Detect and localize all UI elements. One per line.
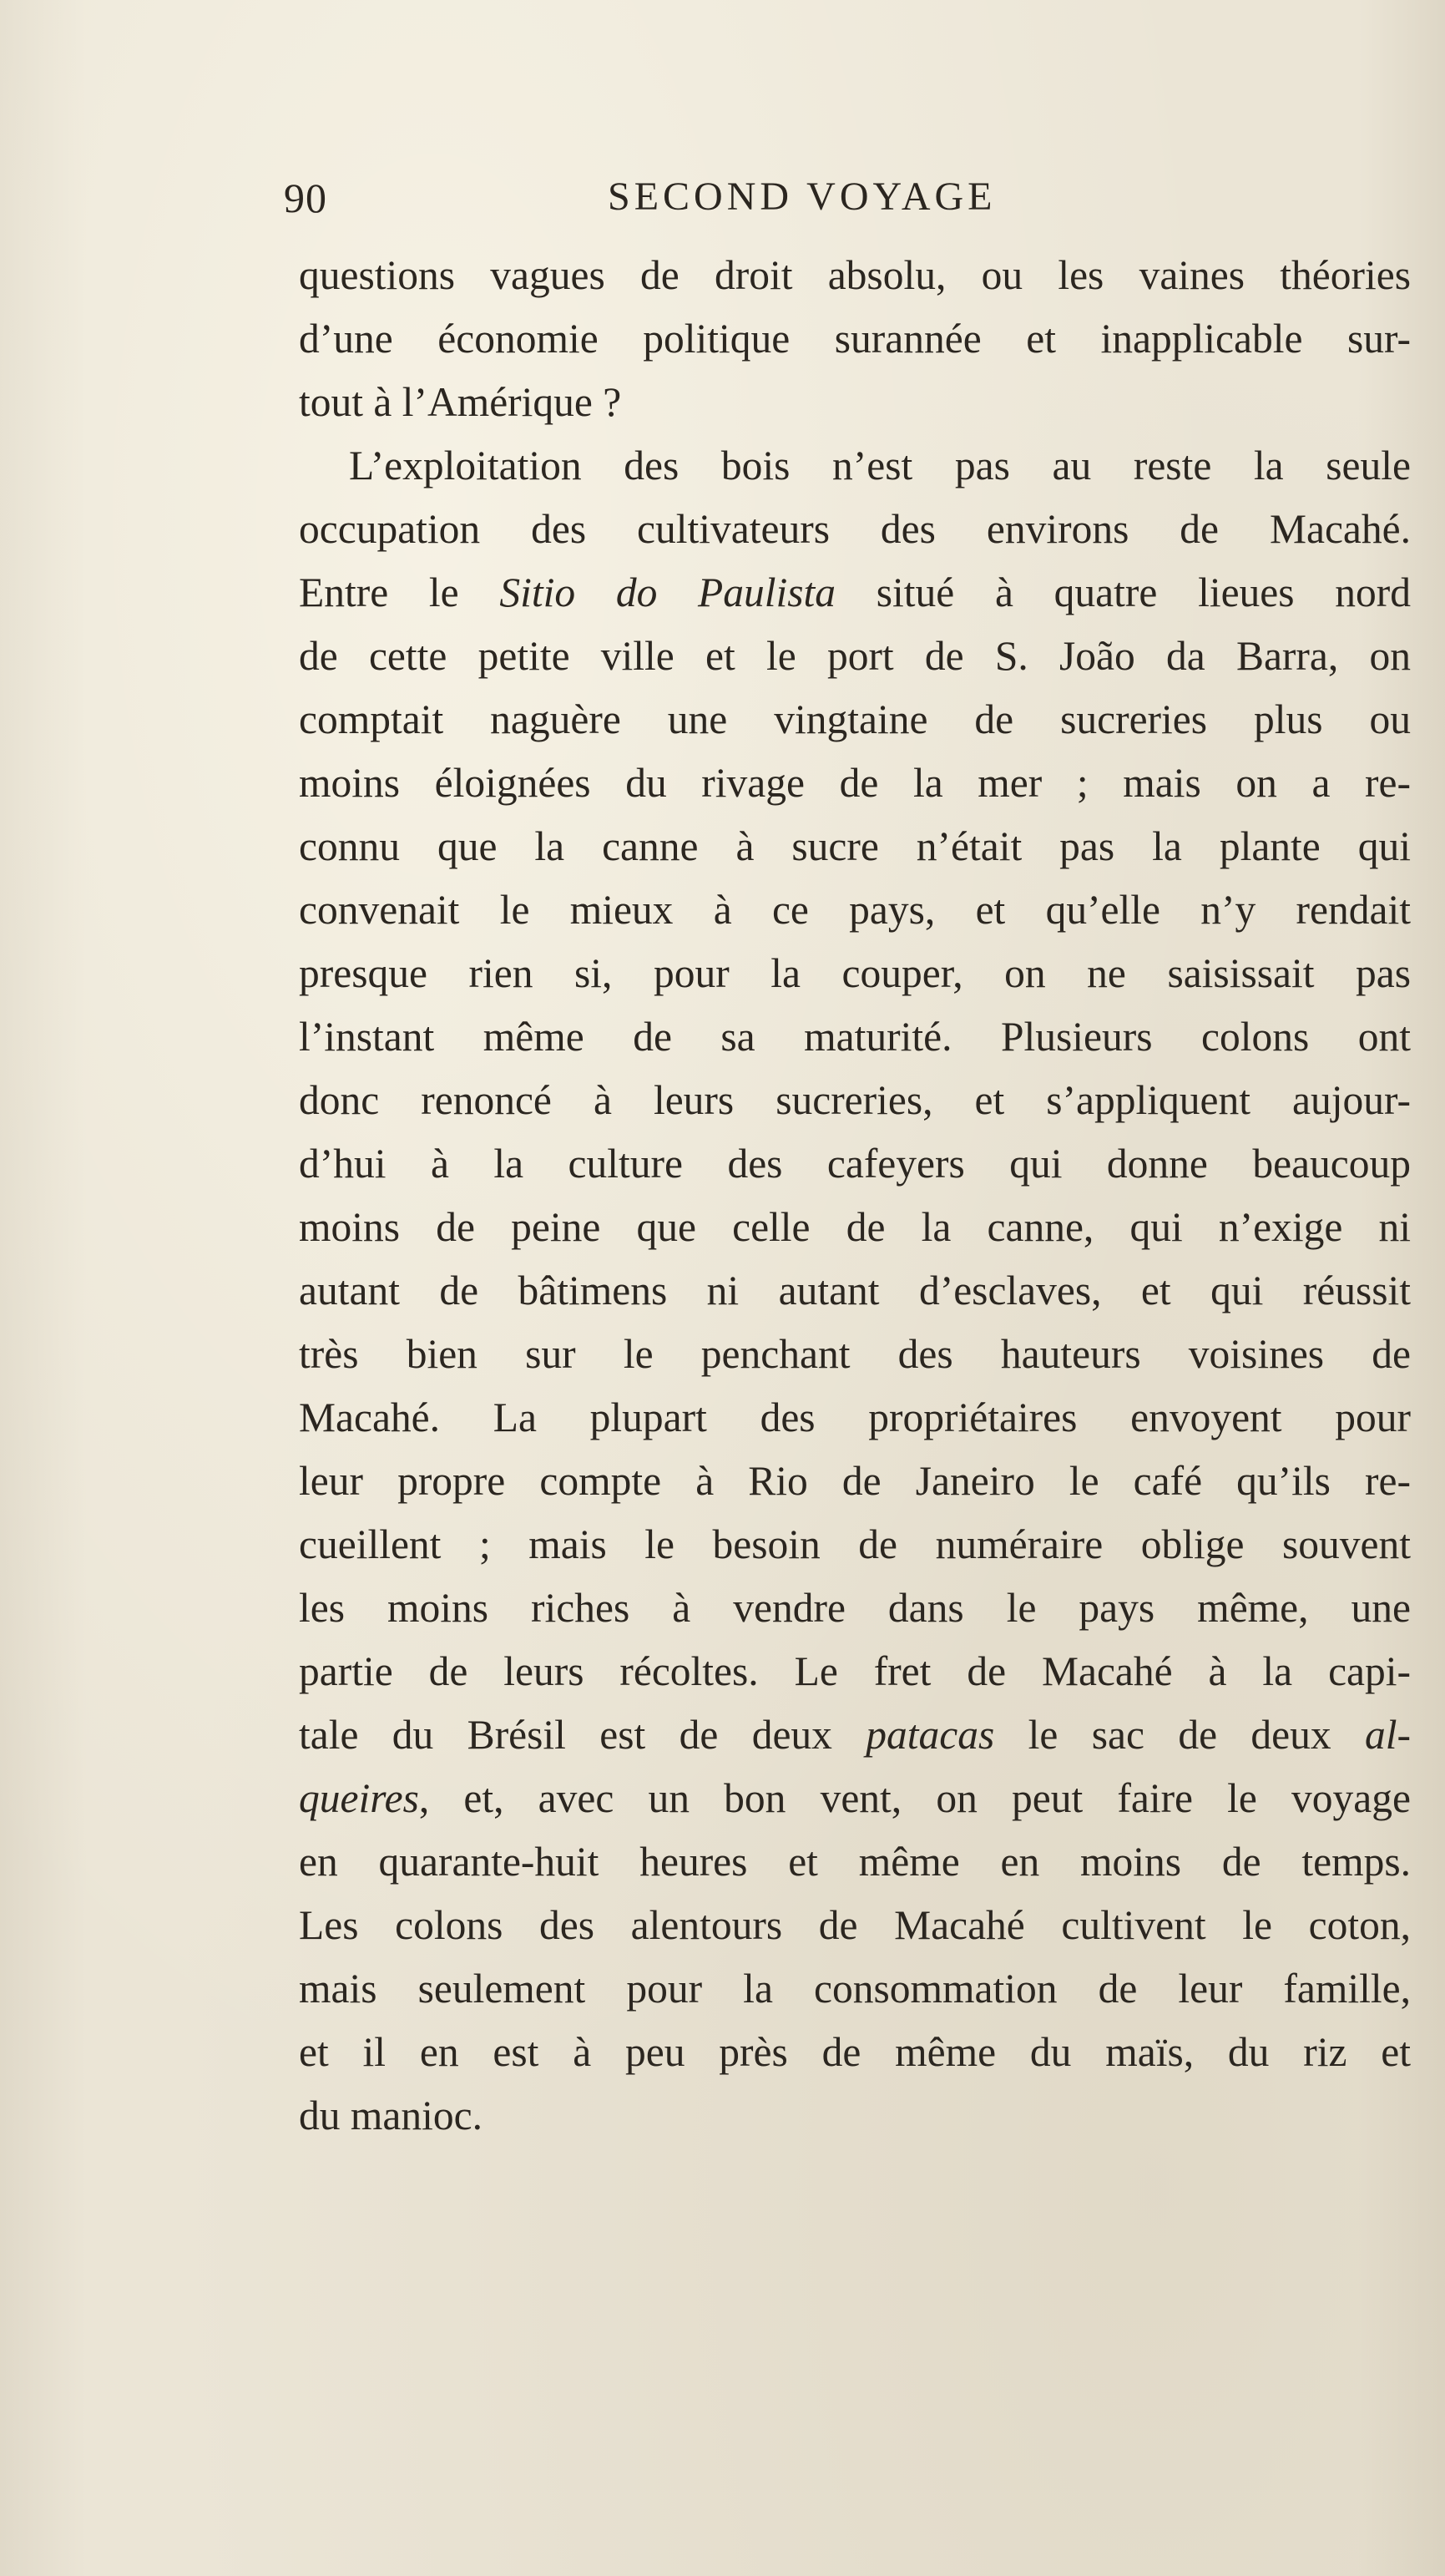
italic-place-name: Sitio do Paulista [499, 569, 836, 615]
text-line: tout à l’Amérique ? [299, 379, 622, 425]
text-line: Les colons des alentours de Macahé cultivent le coton, [299, 1902, 1411, 1948]
body-text [299, 244, 1411, 2148]
text-line: très bien sur le penchant des hauteurs voisines de [299, 1331, 1411, 1377]
text-line: moins de peine que celle de la canne, qui n’exige ni [299, 1204, 1411, 1250]
text-line: de cette petite ville et le port de S. João da Barra, on [299, 633, 1411, 679]
text-line: queires, et, avec un bon vent, on peut faire le voyage [299, 1775, 1411, 1821]
italic-unit-start: al- [1364, 1712, 1411, 1758]
text-line: moins éloignées du rivage de la mer ; mais on a re- [299, 760, 1411, 806]
text-line: donc renoncé à leurs sucreries, et s’appliquent aujour- [299, 1077, 1411, 1123]
text-line: Macahé. La plupart des propriétaires envoyent pour [299, 1394, 1411, 1440]
page-header [284, 174, 1119, 232]
italic-unit-end: queires [299, 1775, 419, 1821]
text-line: en quarante-huit heures et même en moins de temps. [299, 1839, 1411, 1885]
page-number: 90 [284, 175, 327, 221]
text-line: Entre le Sitio do Paulista situé à quatre lieues nord [299, 569, 1411, 615]
text-line: comptait naguère une vingtaine de sucreries plus ou [299, 696, 1411, 742]
text-line: questions vagues de droit absolu, ou les vaines théories [299, 252, 1411, 298]
text-line: connu que la canne à sucre n’était pas la plante qui [299, 823, 1411, 869]
text-line: autant de bâtimens ni autant d’esclaves, et qui réussit [299, 1268, 1411, 1313]
text-line: l’instant même de sa maturité. Plusieurs colons ont [299, 1014, 1411, 1060]
text-line: leur propre compte à Rio de Janeiro le café qu’ils re- [299, 1458, 1411, 1504]
text-line: les moins riches à vendre dans le pays même, une [299, 1585, 1411, 1631]
text-line: occupation des cultivateurs des environs de Macahé. [299, 506, 1411, 552]
running-head: SECOND VOYAGE [608, 175, 997, 219]
text-line: d’hui à la culture des cafeyers qui donne beaucoup [299, 1141, 1411, 1187]
text-line: mais seulement pour la consommation de leur famille, [299, 1966, 1411, 2012]
text-line: presque rien si, pour la couper, on ne saisissait pas [299, 950, 1411, 996]
italic-currency: patacas [866, 1712, 995, 1758]
text-line: convenait le mieux à ce pays, et qu’elle n’y rendait [299, 887, 1411, 933]
text-line: tale du Brésil est de deux patacas le sac de deux al- [299, 1712, 1411, 1758]
text-line: partie de leurs récoltes. Le fret de Macahé à la capi- [299, 1648, 1411, 1694]
text-line: et il en est à peu près de même du maïs, du riz et [299, 2029, 1411, 2075]
text-line: du manioc. [299, 2093, 483, 2138]
text-line: cueillent ; mais le besoin de numéraire oblige souvent [299, 1521, 1411, 1567]
text-line: d’une économie politique surannée et inapplicable sur- [299, 316, 1411, 362]
text-line: L’exploitation des bois n’est pas au reste la seule [349, 443, 1411, 488]
